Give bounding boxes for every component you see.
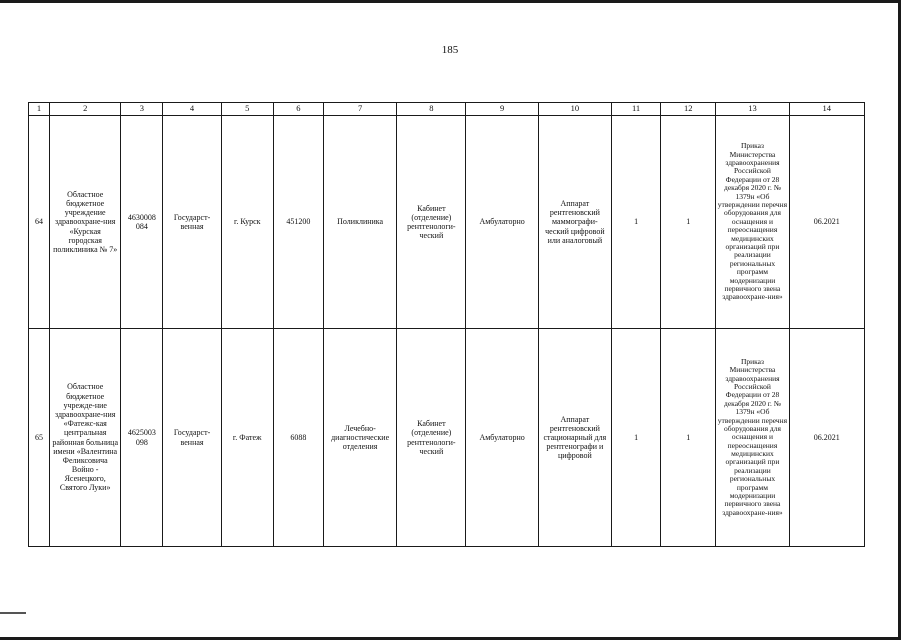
department: Кабинет (отделение) рентгенологи-ческий (397, 116, 466, 329)
column-header: 5 (221, 103, 273, 116)
column-header: 10 (538, 103, 611, 116)
city: г. Фатеж (221, 329, 273, 547)
column-header: 7 (324, 103, 397, 116)
column-header: 12 (661, 103, 716, 116)
unit-type: Лечебно-диагностические отделения (324, 329, 397, 547)
institution-name: Областное бюджетное учрежде-ние здравоохране-ния «Фатежс-кая центральная районная больница имени «Валентина Феликсовича Войно - Ясенецкого, Святого Луки» (50, 329, 121, 547)
column-header: 1 (29, 103, 50, 116)
care-form: Амбулаторно (466, 116, 538, 329)
scan-mark (0, 612, 26, 614)
department: Кабинет (отделение) рентгенологи-ческий (397, 329, 466, 547)
header-row (29, 103, 865, 116)
row-number: 64 (29, 116, 50, 329)
table-row (29, 329, 865, 547)
column-header: 14 (789, 103, 864, 116)
quantity-a: 1 (611, 116, 660, 329)
equipment: Аппарат рентгеновский маммографи-ческий цифровой или аналоговый (538, 116, 611, 329)
delivery-date: 06.2021 (789, 116, 864, 329)
column-header: 9 (466, 103, 538, 116)
postcode: 6088 (273, 329, 323, 547)
column-header: 2 (50, 103, 121, 116)
column-header: 13 (716, 103, 789, 116)
column-header: 8 (397, 103, 466, 116)
institution-name: Областное бюджетное учреждение здравоохране-ния «Курская городская поликлиника № 7» (50, 116, 121, 329)
table-row (29, 116, 865, 329)
equipment-table (28, 102, 865, 547)
equipment: Аппарат рентгеновский стационарный для рентгенографи и цифровой (538, 329, 611, 547)
regulation-order: Приказ Министерства здравоохранения Российской Федерации от 28 декабря 2020 г. № 1379н «Об утверждении перечня оборудования для оснащения и переоснащения медицинских организаций при реализации региональных программ модернизации первичного звена здравоохране-ния» (716, 116, 789, 329)
postcode: 451200 (273, 116, 323, 329)
column-header: 11 (611, 103, 660, 116)
regulation-order: Приказ Министерства здравоохранения Российской Федерации от 28 декабря 2020 г. № 1379н «Об утверждении перечня оборудования для оснащения и переоснащения медицинских организаций при реализации региональных программ модернизации первичного звена здравоохране-ния» (716, 329, 789, 547)
ownership-form: Государст-венная (163, 329, 221, 547)
institution-code: 4630008 084 (121, 116, 163, 329)
quantity-b: 1 (661, 329, 716, 547)
quantity-b: 1 (661, 116, 716, 329)
scan-border-top (0, 0, 901, 3)
city: г. Курск (221, 116, 273, 329)
unit-type: Поликлиника (324, 116, 397, 329)
care-form: Амбулаторно (466, 329, 538, 547)
page-number: 185 (441, 44, 459, 56)
row-number: 65 (29, 329, 50, 547)
column-header: 4 (163, 103, 221, 116)
delivery-date: 06.2021 (789, 329, 864, 547)
institution-code: 4625003 098 (121, 329, 163, 547)
column-header: 3 (121, 103, 163, 116)
ownership-form: Государст-венная (163, 116, 221, 329)
column-header: 6 (273, 103, 323, 116)
quantity-a: 1 (611, 329, 660, 547)
